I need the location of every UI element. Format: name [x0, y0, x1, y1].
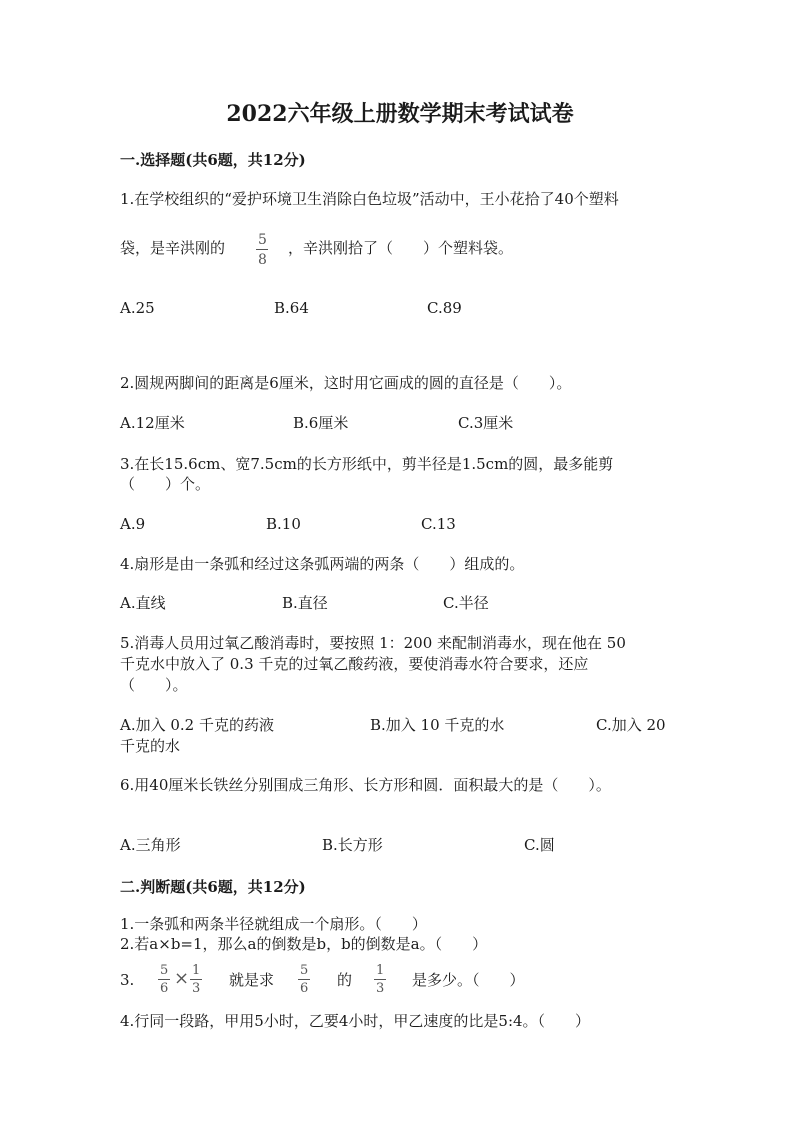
tf-q3-text-a: 就是求 — [229, 971, 275, 989]
q5-line1: 5.消毒人员用过氧乙酸消毒时，要按照 1：200 来配制消毒水，现在他在 50 — [120, 634, 626, 652]
page-title: 2022六年级上册数学期末考试试卷 — [226, 101, 574, 127]
tf-q3-frac-b — [298, 964, 310, 996]
q1-option-b[interactable]: B.64 — [274, 299, 309, 317]
tf-q3-frac-b-num: 5 — [300, 963, 309, 978]
q2-option-c[interactable]: C.3厘米 — [458, 414, 514, 432]
tf-q3-frac1-den: 6 — [160, 981, 169, 996]
tf-q3-frac2 — [190, 964, 202, 996]
tf-q3-frac-c — [374, 964, 386, 996]
q1-option-c[interactable]: C.89 — [427, 299, 462, 317]
q2-option-a[interactable]: A.12厘米 — [120, 414, 185, 432]
q1-fraction — [256, 232, 269, 268]
q3-line1: 3.在长15.6cm、宽7.5cm的长方形纸中，剪半径是1.5cm的圆，最多能剪 — [120, 455, 614, 473]
q1-fraction-numerator: 5 — [258, 232, 267, 248]
tf-q3-frac-c-den: 3 — [376, 981, 385, 996]
tf-q3-frac2-den: 3 — [192, 981, 201, 996]
q3-option-b[interactable]: B.10 — [266, 515, 301, 533]
q5-option-b[interactable]: B.加入 10 千克的水 — [370, 716, 505, 734]
q4-option-b[interactable]: B.直径 — [282, 594, 328, 612]
q5-option-a[interactable]: A.加入 0.2 千克的药液 — [120, 716, 274, 734]
tf-q3-text-c: 是多少。（ ） — [412, 971, 525, 989]
q1-line1: 1.在学校组织的“爱护环境卫生消除白色垃圾”活动中，王小花拾了40个塑料 — [120, 190, 619, 208]
tf-q2: 2.若a×b=1，那么a的倒数是b，b的倒数是a。（ ） — [120, 935, 488, 953]
q1-option-a[interactable]: A.25 — [120, 299, 155, 317]
tf-q3-frac-c-bar — [374, 979, 386, 980]
tf-q3-frac1 — [158, 964, 170, 996]
q1-fraction-denominator: 8 — [258, 252, 267, 268]
tf-q1: 1.一条弧和两条半径就组成一个扇形。（ ） — [120, 915, 427, 933]
q4-text: 4.扇形是由一条弧和经过这条弧两端的两条（ ）组成的。 — [120, 555, 525, 573]
q3-option-c[interactable]: C.13 — [421, 515, 456, 533]
q3-line2: （ ）个。 — [120, 475, 211, 493]
tf-q3-times-sign: × — [174, 968, 190, 989]
tf-q3-label: 3. — [120, 971, 135, 989]
q1-fraction-bar — [256, 249, 268, 250]
q1-line2-pre: 袋，是辛洪刚的 — [120, 239, 226, 257]
q2-option-b[interactable]: B.6厘米 — [293, 414, 349, 432]
q5-line3: （ ）。 — [120, 676, 188, 694]
q5-option-c[interactable]: C.加入 20 — [596, 716, 666, 734]
q6-text: 6.用40厘米长铁丝分别围成三角形、长方形和圆．面积最大的是（ ）。 — [120, 776, 611, 794]
q1-line2-post: ，辛洪刚拾了（ ）个塑料袋。 — [288, 239, 514, 257]
q4-option-c[interactable]: C.半径 — [443, 594, 489, 612]
tf-q3-frac1-bar — [158, 979, 170, 980]
tf-q3-frac2-num: 1 — [192, 963, 201, 978]
q5-line2: 千克水中放入了 0.3 千克的过氧乙酸药液，要使消毒水符合要求，还应 — [120, 655, 589, 673]
tf-q3-frac2-bar — [190, 979, 202, 980]
q5-option-c-continued: 千克的水 — [120, 737, 181, 755]
q4-option-a[interactable]: A.直线 — [120, 594, 166, 612]
section1-heading: 一.选择题(共6题，共12分) — [120, 151, 306, 169]
q6-option-b[interactable]: B.长方形 — [322, 836, 383, 854]
tf-q3-frac1-num: 5 — [160, 963, 169, 978]
q6-option-a[interactable]: A.三角形 — [120, 836, 181, 854]
tf-q3-frac-c-num: 1 — [376, 963, 385, 978]
tf-q3-frac-b-bar — [298, 979, 310, 980]
tf-q4: 4.行同一段路，甲用5小时，乙要4小时，甲乙速度的比是5:4。（ ） — [120, 1012, 591, 1030]
tf-q3-text-b: 的 — [337, 971, 353, 989]
section2-heading: 二.判断题(共6题，共12分) — [120, 878, 306, 896]
q2-text: 2.圆规两脚间的距离是6厘米，这时用它画成的圆的直径是（ ）。 — [120, 374, 572, 392]
q6-option-c[interactable]: C.圆 — [524, 836, 555, 854]
tf-q3-frac-b-den: 6 — [300, 981, 309, 996]
q3-option-a[interactable]: A.9 — [120, 515, 146, 533]
